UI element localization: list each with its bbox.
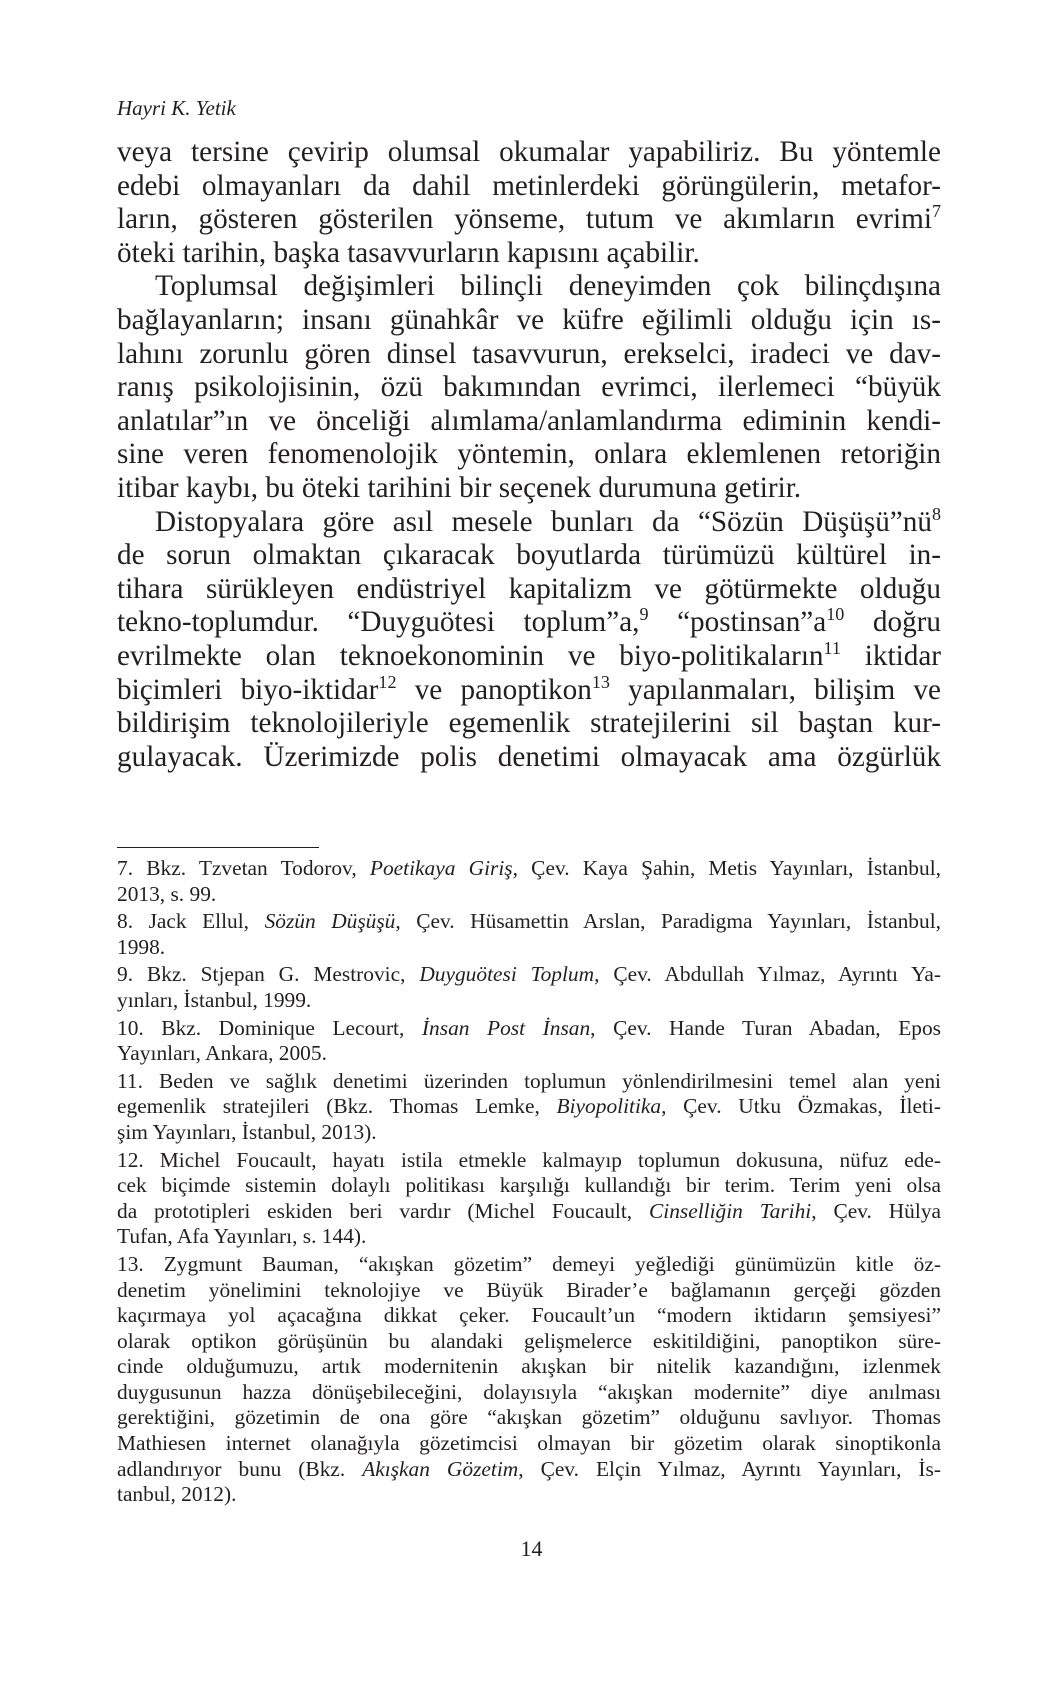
footnotes — [117, 856, 941, 1510]
footnote-11: 11. Beden ve sağlık denetimi üzerinden toplumun yönlendirilmesini temel alan yeni egemenlik stratejileri (Bkz. Thomas Lemke, Biyopolitika, Çev. Utku Özmakas, İleti- şim Yayınları, İstanbul, 2013). — [117, 1068, 941, 1144]
footnote-ref-11[interactable]: 11 — [823, 638, 841, 659]
paragraph-1 — [117, 136, 941, 270]
footnote-13: 13. Zygmunt Bauman, “akışkan gözetim” demeyi yeğlediği günümüzün kitle öz- denetim yönelimini teknolojiye ve Büyük Birader’e bağlamanın gerçeği gözden kaçırmaya yol açacağına dikkat çeker. Foucault’un “modern iktidarın şemsiyesi” olarak optikon görüşünün bu alandaki gelişmelerce eskitildiğini, panoptikon süre- cinde olduğumuzu, artık modernitenin akışkan bir nitelik kazandığını, izlenmek duygusunun hazza dönüşebileceğini, dolayısıyla “akışkan modernite” diye anılması gerektiğini, gözetimin de ona göre “akışkan gözetim” olduğunu savlıyor. Thomas Mathiesen internet olanağıyla gözetimcisi olmayan bir gözetim olarak sinoptikonla adlandırıyor bunu (Bkz. Akışkan Gözetim, Çev. Elçin Yılmaz, Ayrıntı Yayınları, İs- tanbul, 2012). — [117, 1251, 941, 1507]
paragraph-3 — [117, 503, 941, 775]
footnote-ref-12[interactable]: 12 — [378, 671, 397, 692]
text-line: lahını zorunlu gören dinsel tasavvurun, erekselci, iradeci ve dav- — [117, 337, 941, 370]
footnote-ref-13[interactable]: 13 — [591, 671, 610, 692]
text-line: Toplumsal değişimleri bilinçli deneyimden çok bilinçdışına — [155, 270, 941, 303]
footnote-7: 7. Bkz. Tzvetan Todorov, Poetikaya Giriş, Çev. Kaya Şahin, Metis Yayınları, İstanbul, 2013, s. 99. — [117, 856, 941, 906]
text-line: ranış psikolojisinin, özü bakımından evrimci, ilerlemeci “büyük — [117, 371, 941, 404]
footnote-ref-10[interactable]: 10 — [826, 604, 845, 625]
footnote-9: 9. Bkz. Stjepan G. Mestrovic, Duyguötesi Toplum, Çev. Abdullah Yılmaz, Ayrıntı Ya- yınları, İstanbul, 1999. — [117, 962, 942, 1012]
footnote-10: 10. Bkz. Dominique Lecourt, İnsan Post İnsan, Çev. Hande Turan Abadan, Epos Yayınları, Ankara, 2005. — [117, 1015, 941, 1066]
footnote-ref-9[interactable]: 9 — [639, 604, 649, 625]
text-line: sine veren fenomenolojik yöntemin, onlara eklemlenen retoriğin — [117, 438, 941, 471]
footnote-12: 12. Michel Foucault, hayatı istila etmekle kalmayıp toplumun dokusuna, nüfuz ede- cek biçimde sistemin dolaylı politikası karşılığı kullandığı bir terim. Terim yeni olsa da prototipleri eskiden beri vardır (Michel Foucault, Cinselliğin Tarihi, Çev. Hülya Tufan, Afa Yayınları, s. 144). — [117, 1147, 942, 1249]
footnote-8: 8. Jack Ellul, Sözün Düşüşü, Çev. Hüsamettin Arslan, Paradigma Yayınları, İstanbul, 1998. — [117, 909, 941, 959]
running-head: Hayri K. Yetik — [117, 96, 236, 120]
text-line: Distopyalara göre asıl mesele bunları da “Sözün $Düşüşü”nü^8$ — [155, 503, 941, 538]
text-line: de sorun olmaktan çıkaracak boyutlarda türümüzü kültürel in- — [117, 539, 941, 572]
text-line: gulayacak. Üzerimizde polis denetimi olmayacak ama özgürlük — [117, 740, 941, 773]
body-text — [117, 136, 941, 774]
text-line: öteki tarihin, başka tasavvurların kapısını açabilir. — [117, 236, 700, 269]
text-line: tekno-toplumdur. “Duyguötesi toplum”a,$^9$ “$postinsan”a^{10}$ doğru — [117, 604, 941, 639]
footnote-ref-8[interactable]: 8 — [931, 503, 941, 524]
text-line: anlatılar”ın ve önceliği alımlama/anlamlandırma ediminin kendi- — [117, 404, 941, 437]
paragraph-2 — [117, 270, 941, 505]
text-line: tihara sürükleyen endüstriyel kapitalizm ve götürmekte olduğu — [117, 572, 941, 605]
text-line: ların, gösteren gösterilen yönseme, tutum ve akımların evrimi$^7$ — [117, 201, 941, 236]
text-line: veya tersine çevirip olumsal okumalar yapabiliriz. Bu yöntemle — [117, 136, 941, 168]
text-line: evrilmekte olan teknoekonominin ve biyo-politikaların$^{11}$ iktidar — [117, 638, 941, 672]
footnote-ref-7[interactable]: 7 — [931, 201, 941, 222]
footnote-separator — [117, 847, 319, 848]
text-line: biçimleri biyo-iktidar$^{12}$ ve panoptikon$^{13}$ yapılanmaları, bilişim ve — [117, 671, 941, 706]
text-line: bildirişim teknolojileriyle egemenlik stratejilerini sil baştan kur- — [117, 707, 941, 740]
text-line: bağlayanların; insanı günahkâr ve küfre eğilimli olduğu için ıs- — [117, 303, 941, 336]
text-line: itibar kaybı, bu öteki tarihini bir seçenek durumuna getirir. — [117, 471, 802, 504]
page-number: 14 — [520, 1536, 543, 1561]
text-line: edebi olmayanları da dahil metinlerdeki görüngülerin, metafor- — [117, 169, 941, 202]
